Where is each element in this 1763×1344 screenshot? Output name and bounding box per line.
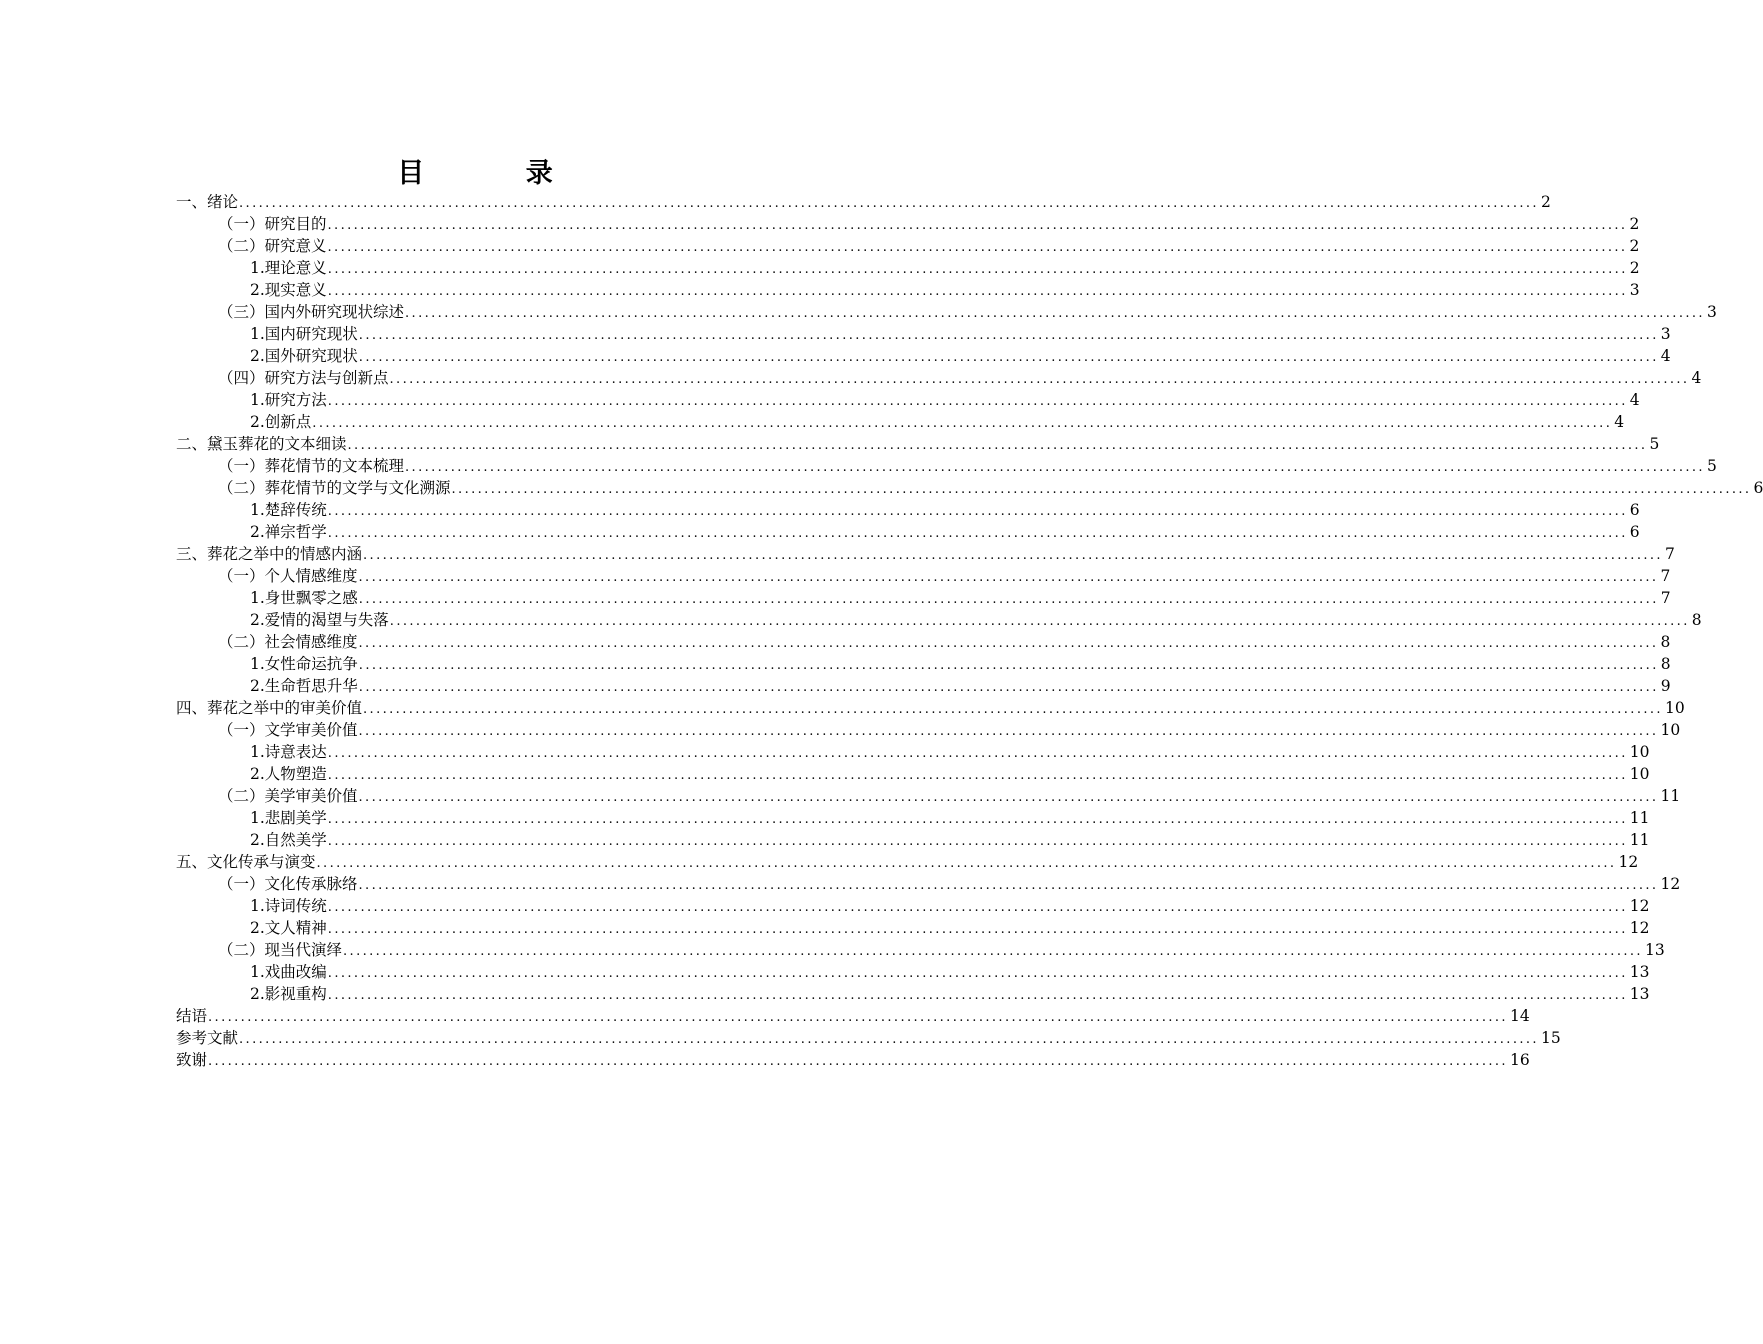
toc-entry-title: 1.楚辞传统 xyxy=(250,501,327,519)
toc-entry[interactable] xyxy=(176,455,1717,477)
toc-page-number: 12 xyxy=(1629,919,1650,937)
page-title: 目 录 xyxy=(397,158,599,189)
toc-dot-leader: ....................................................................................................................................................................................................... xyxy=(358,328,1659,343)
toc-page-number: 15 xyxy=(1540,1029,1561,1047)
toc-entry-title: （一）文学审美价值 xyxy=(218,721,358,739)
toc-entry[interactable] xyxy=(176,697,1685,719)
toc-dot-leader: ....................................................................................................................................................................................................... xyxy=(327,768,1628,783)
toc-entry-title: 1.女性命运抗争 xyxy=(250,655,358,673)
toc-page-number: 7 xyxy=(1660,589,1671,607)
toc-dot-leader: ....................................................................................................................................................................................................... xyxy=(327,504,1628,519)
toc-entry-title: （一）研究目的 xyxy=(218,215,327,233)
toc-entry[interactable] xyxy=(176,543,1675,565)
toc-entry[interactable] xyxy=(176,411,1625,433)
toc-entry[interactable] xyxy=(176,829,1650,851)
toc-entry[interactable] xyxy=(176,653,1671,675)
toc-page-number: 4 xyxy=(1660,347,1671,365)
toc-entry[interactable] xyxy=(176,257,1640,279)
toc-page-number: 6 xyxy=(1753,479,1763,497)
toc-dot-leader: ....................................................................................................................................................................................................... xyxy=(358,680,1659,695)
toc-dot-leader: ....................................................................................................................................................................................................... xyxy=(327,394,1628,409)
toc-entry-title: 2.文人精神 xyxy=(250,919,327,937)
toc-dot-leader: ....................................................................................................................................................................................................... xyxy=(358,878,1659,893)
toc-page-number: 4 xyxy=(1614,413,1625,431)
toc-dot-leader: ....................................................................................................................................................................................................... xyxy=(327,746,1628,761)
toc-page-number: 8 xyxy=(1660,633,1671,651)
toc-entry[interactable] xyxy=(176,323,1671,345)
toc-dot-leader: ....................................................................................................................................................................................................... xyxy=(327,922,1628,937)
toc-page-number: 16 xyxy=(1509,1051,1530,1069)
toc-dot-leader: ....................................................................................................................................................................................................... xyxy=(405,306,1705,321)
toc-entry[interactable] xyxy=(176,235,1640,257)
toc-page-number: 13 xyxy=(1629,985,1650,1003)
toc-page-number: 12 xyxy=(1629,897,1650,915)
toc-entry[interactable] xyxy=(176,389,1640,411)
toc-entry-title: 结语 xyxy=(176,1007,208,1025)
toc-page-number: 5 xyxy=(1706,457,1717,475)
toc-page-number: 12 xyxy=(1660,875,1681,893)
toc-page-number: 2 xyxy=(1629,237,1640,255)
toc-page-number: 11 xyxy=(1660,787,1681,805)
toc-entry[interactable] xyxy=(176,609,1702,631)
toc-page-number: 3 xyxy=(1629,281,1640,299)
toc-entry-title: 2.现实意义 xyxy=(250,281,327,299)
toc-entry-title: 致谢 xyxy=(176,1051,208,1069)
toc-entry[interactable] xyxy=(176,191,1551,213)
toc-page-number: 10 xyxy=(1629,765,1650,783)
toc-dot-leader: ....................................................................................................................................................................................................... xyxy=(327,262,1628,277)
toc-dot-leader: ....................................................................................................................................................................................................... xyxy=(451,482,1752,497)
toc-page-number: 10 xyxy=(1664,699,1685,717)
toc-dot-leader: ....................................................................................................................................................................................................... xyxy=(358,592,1659,607)
toc-page-number: 2 xyxy=(1540,193,1551,211)
toc-dot-leader: ....................................................................................................................................................................................................... xyxy=(312,416,1613,431)
toc-entry[interactable] xyxy=(176,983,1650,1005)
toc-dot-leader: ....................................................................................................................................................................................................... xyxy=(327,284,1628,299)
toc-entry[interactable] xyxy=(176,851,1639,873)
toc-entry-title: （二）研究意义 xyxy=(218,237,327,255)
toc-dot-leader: ....................................................................................................................................................................................................... xyxy=(358,636,1659,651)
toc-page-number: 10 xyxy=(1629,743,1650,761)
toc-dot-leader: ....................................................................................................................................................................................................... xyxy=(358,790,1659,805)
toc-entry[interactable] xyxy=(176,1027,1561,1049)
toc-entry[interactable] xyxy=(176,763,1650,785)
toc-dot-leader: ....................................................................................................................................................................................................... xyxy=(358,724,1659,739)
toc-page-number: 11 xyxy=(1629,809,1650,827)
toc-entry-title: 1.悲剧美学 xyxy=(250,809,327,827)
toc-entry[interactable] xyxy=(176,477,1763,499)
toc-dot-leader: ....................................................................................................................................................................................................... xyxy=(405,460,1705,475)
toc-entry[interactable] xyxy=(176,961,1650,983)
toc-entry-title: 1.国内研究现状 xyxy=(250,325,358,343)
toc-page-number: 12 xyxy=(1618,853,1639,871)
toc-page-number: 6 xyxy=(1629,501,1640,519)
table-of-contents xyxy=(176,191,1763,1071)
toc-page-number: 2 xyxy=(1629,259,1640,277)
toc-entry[interactable] xyxy=(176,939,1665,961)
toc-page-number: 4 xyxy=(1691,369,1702,387)
toc-entry-title: 四、葬花之举中的审美价值 xyxy=(176,699,363,717)
toc-entry-title: 2.自然美学 xyxy=(250,831,327,849)
toc-dot-leader: ....................................................................................................................................................................................................... xyxy=(327,812,1628,827)
toc-entry-title: （一）葬花情节的文本梳理 xyxy=(218,457,405,475)
toc-entry[interactable] xyxy=(176,873,1681,895)
toc-entry[interactable] xyxy=(176,785,1681,807)
toc-entry[interactable] xyxy=(176,213,1640,235)
toc-page-number: 11 xyxy=(1629,831,1650,849)
toc-page-number: 4 xyxy=(1629,391,1640,409)
toc-entry-title: 2.禅宗哲学 xyxy=(250,523,327,541)
toc-dot-leader: ....................................................................................................................................................................................................... xyxy=(208,1010,1508,1025)
toc-entry-title: 参考文献 xyxy=(176,1029,239,1047)
toc-dot-leader: ....................................................................................................................................................................................................... xyxy=(239,1032,1539,1047)
toc-page-number: 9 xyxy=(1660,677,1671,695)
toc-page-number: 8 xyxy=(1691,611,1702,629)
toc-dot-leader: ....................................................................................................................................................................................................... xyxy=(358,570,1659,585)
toc-entry[interactable] xyxy=(176,1005,1530,1027)
toc-entry-title: 1.研究方法 xyxy=(250,391,327,409)
toc-entry-title: 2.爱情的渴望与失落 xyxy=(250,611,389,629)
toc-entry-title: 2.生命哲思升华 xyxy=(250,677,358,695)
toc-entry-title: （一）文化传承脉络 xyxy=(218,875,358,893)
toc-entry-title: （二）葬花情节的文学与文化溯源 xyxy=(218,479,451,497)
toc-entry-title: 五、文化传承与演变 xyxy=(176,853,316,871)
toc-dot-leader: ....................................................................................................................................................................................................... xyxy=(327,966,1628,981)
toc-entry-title: （一）个人情感维度 xyxy=(218,567,358,585)
toc-entry[interactable] xyxy=(176,433,1660,455)
toc-page-number: 13 xyxy=(1629,963,1650,981)
toc-dot-leader: ....................................................................................................................................................................................................... xyxy=(343,944,1643,959)
toc-entry[interactable] xyxy=(176,521,1640,543)
toc-dot-leader: ....................................................................................................................................................................................................... xyxy=(358,658,1659,673)
toc-page-number: 7 xyxy=(1664,545,1675,563)
toc-entry[interactable] xyxy=(176,631,1671,653)
toc-entry[interactable] xyxy=(176,587,1671,609)
toc-entry-title: 二、黛玉葬花的文本细读 xyxy=(176,435,347,453)
toc-dot-leader: ....................................................................................................................................................................................................... xyxy=(347,438,1648,453)
toc-entry[interactable] xyxy=(176,917,1650,939)
toc-dot-leader: ....................................................................................................................................................................................................... xyxy=(327,900,1628,915)
toc-entry[interactable] xyxy=(176,565,1671,587)
toc-page-number: 3 xyxy=(1706,303,1717,321)
toc-entry[interactable] xyxy=(176,345,1671,367)
toc-dot-leader: ....................................................................................................................................................................................................... xyxy=(389,614,1690,629)
toc-entry-title: 2.人物塑造 xyxy=(250,765,327,783)
toc-dot-leader: ....................................................................................................................................................................................................... xyxy=(358,350,1659,365)
toc-dot-leader: ....................................................................................................................................................................................................... xyxy=(327,988,1628,1003)
toc-dot-leader: ....................................................................................................................................................................................................... xyxy=(389,372,1690,387)
toc-dot-leader: ....................................................................................................................................................................................................... xyxy=(316,856,1617,871)
toc-entry-title: （四）研究方法与创新点 xyxy=(218,369,389,387)
toc-dot-leader: ....................................................................................................................................................................................................... xyxy=(208,1054,1508,1069)
toc-entry[interactable] xyxy=(176,895,1650,917)
toc-entry[interactable] xyxy=(176,301,1717,323)
toc-dot-leader: ....................................................................................................................................................................................................... xyxy=(363,702,1663,717)
toc-entry[interactable] xyxy=(176,499,1640,521)
toc-entry[interactable] xyxy=(176,675,1671,697)
toc-entry[interactable] xyxy=(176,807,1650,829)
toc-dot-leader: ....................................................................................................................................................................................................... xyxy=(363,548,1663,563)
toc-page-number: 10 xyxy=(1660,721,1681,739)
toc-entry-title: 2.影视重构 xyxy=(250,985,327,1003)
toc-dot-leader: ....................................................................................................................................................................................................... xyxy=(327,834,1628,849)
toc-entry-title: （二）美学审美价值 xyxy=(218,787,358,805)
toc-page-number: 7 xyxy=(1660,567,1671,585)
toc-entry-title: 三、葬花之举中的情感内涵 xyxy=(176,545,363,563)
toc-page-number: 5 xyxy=(1649,435,1660,453)
toc-entry[interactable] xyxy=(176,719,1681,741)
toc-entry-title: 2.国外研究现状 xyxy=(250,347,358,365)
toc-page-number: 3 xyxy=(1660,325,1671,343)
toc-entry-title: 1.诗意表达 xyxy=(250,743,327,761)
toc-entry-title: 一、绪论 xyxy=(176,193,239,211)
toc-page-number: 6 xyxy=(1629,523,1640,541)
toc-page-number: 2 xyxy=(1629,215,1640,233)
toc-entry-title: 1.诗词传统 xyxy=(250,897,327,915)
toc-entry-title: 2.创新点 xyxy=(250,413,312,431)
toc-dot-leader: ....................................................................................................................................................................................................... xyxy=(327,240,1628,255)
toc-entry-title: 1.戏曲改编 xyxy=(250,963,327,981)
toc-dot-leader: ....................................................................................................................................................................................................... xyxy=(239,196,1539,211)
toc-entry-title: （三）国内外研究现状综述 xyxy=(218,303,405,321)
toc-entry[interactable] xyxy=(176,1049,1530,1071)
toc-entry[interactable] xyxy=(176,741,1650,763)
toc-entry-title: （二）现当代演绎 xyxy=(218,941,343,959)
toc-dot-leader: ....................................................................................................................................................................................................... xyxy=(327,218,1628,233)
toc-page-number: 8 xyxy=(1660,655,1671,673)
toc-page-number: 14 xyxy=(1509,1007,1530,1025)
toc-dot-leader: ....................................................................................................................................................................................................... xyxy=(327,526,1628,541)
toc-entry-title: （二）社会情感维度 xyxy=(218,633,358,651)
toc-entry-title: 1.身世飘零之感 xyxy=(250,589,358,607)
toc-page-number: 13 xyxy=(1644,941,1665,959)
toc-entry-title: 1.理论意义 xyxy=(250,259,327,277)
toc-entry[interactable] xyxy=(176,367,1702,389)
toc-entry[interactable] xyxy=(176,279,1640,301)
